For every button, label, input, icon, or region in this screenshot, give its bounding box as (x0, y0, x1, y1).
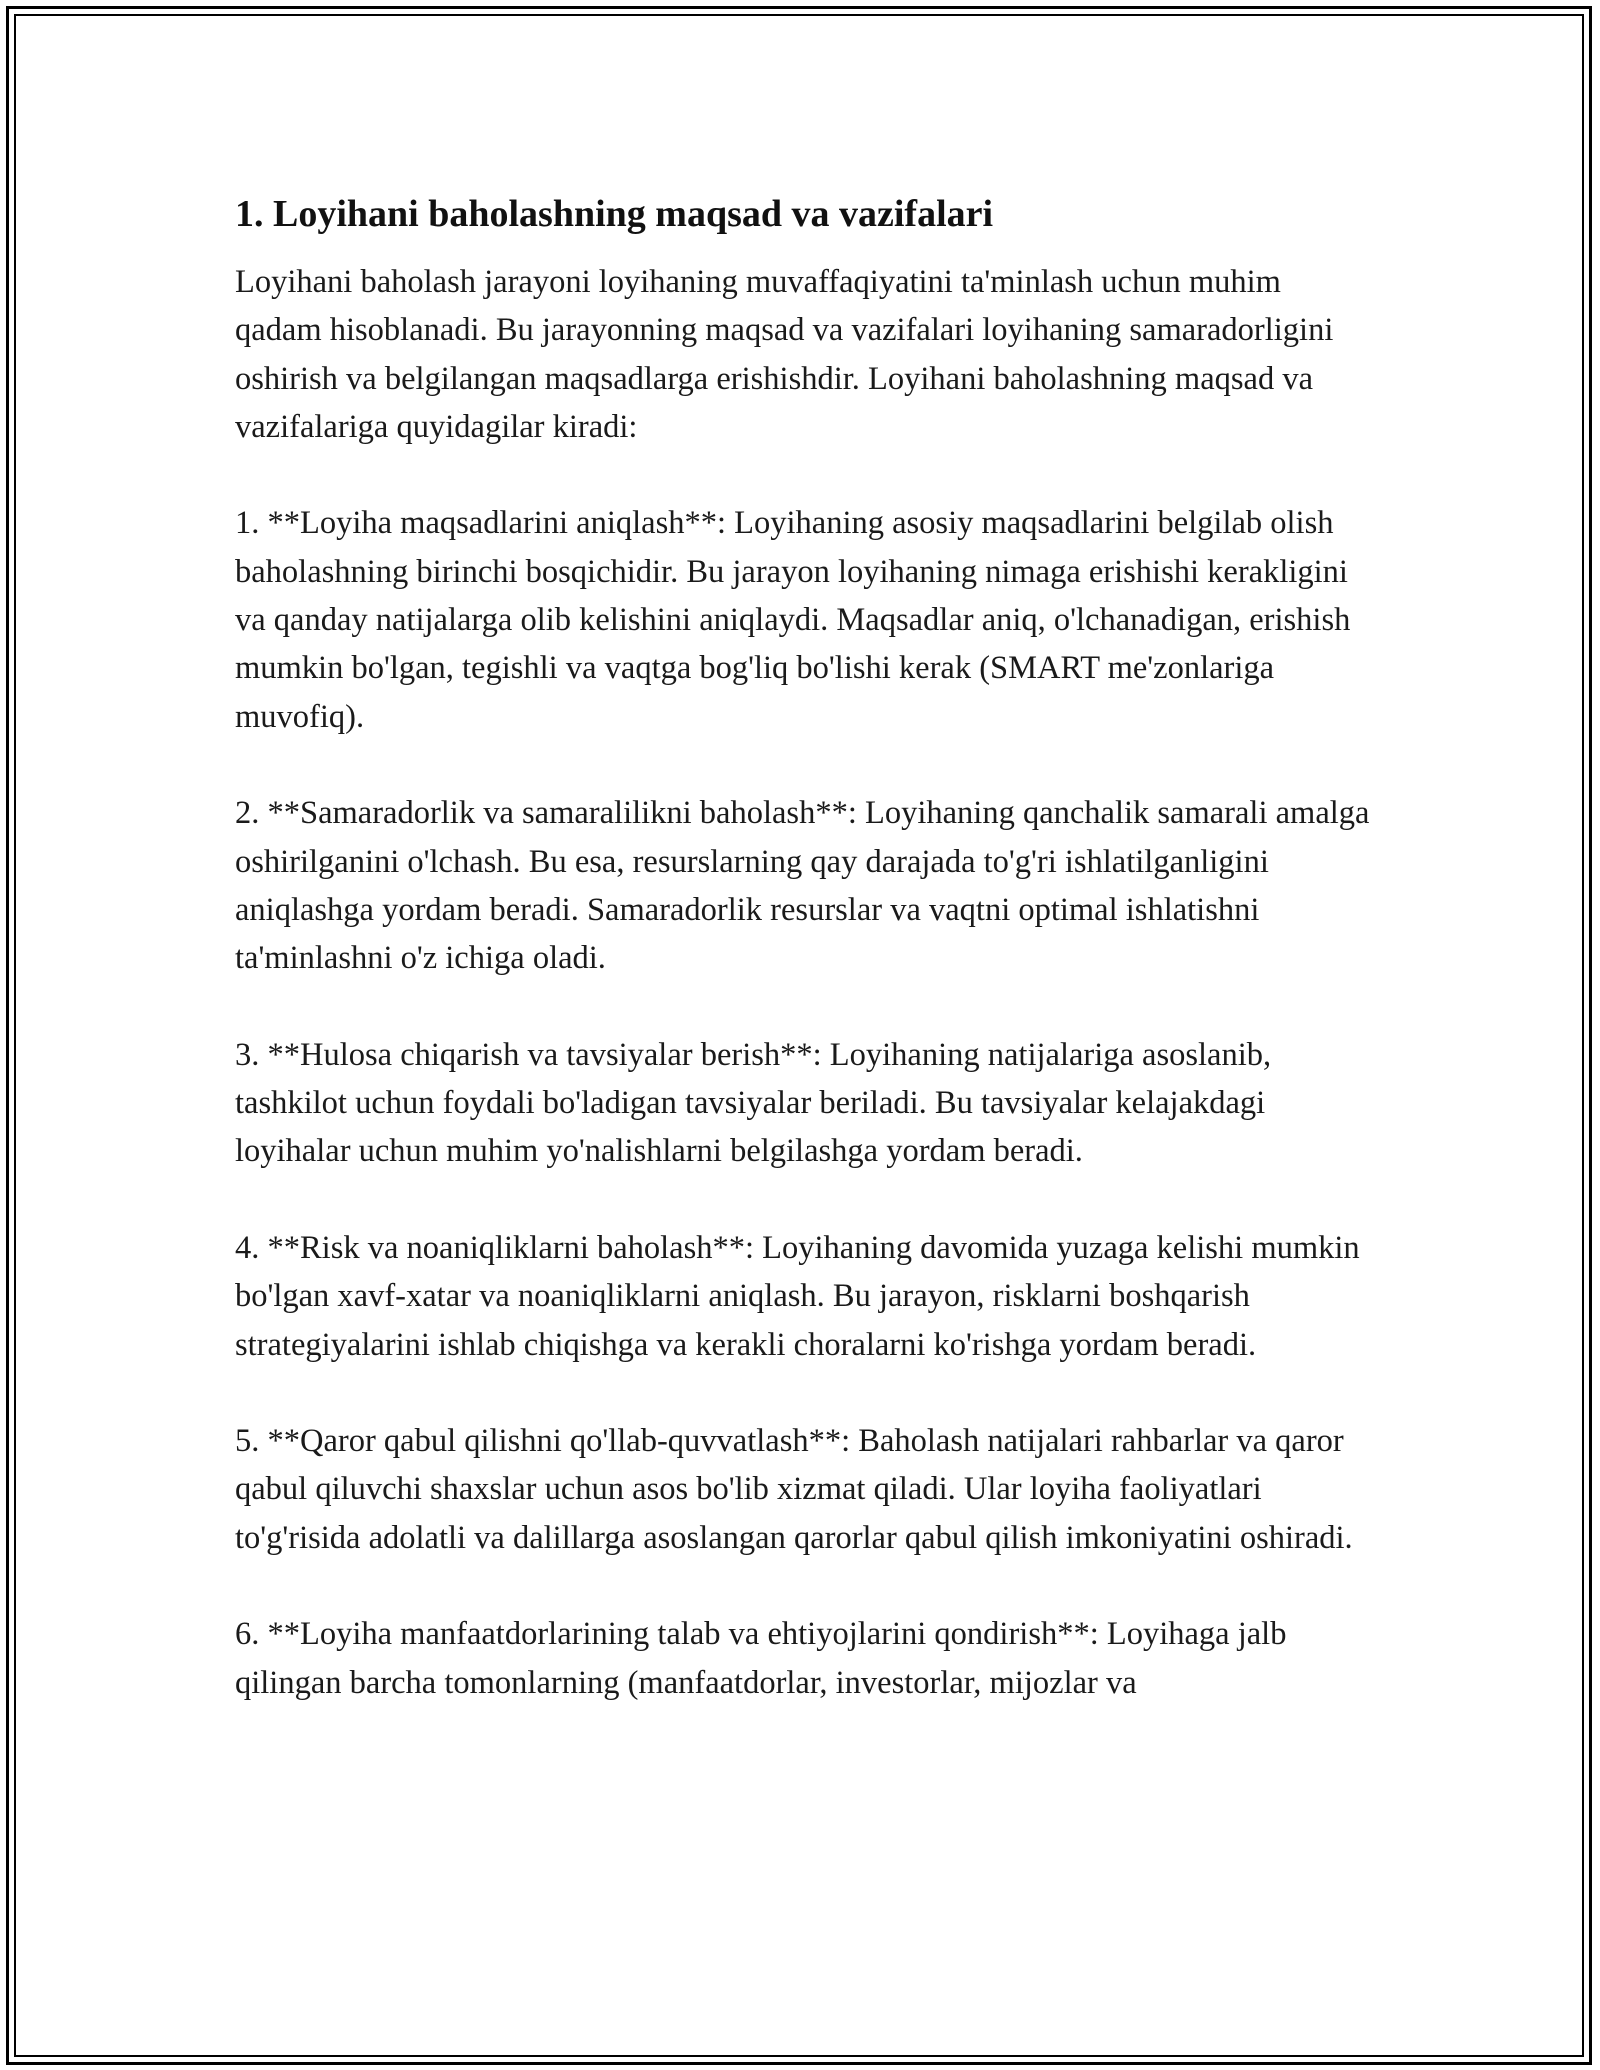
document-body (235, 188, 1370, 1755)
list-item-2: 2. **Samaradorlik va samaralilikni baholash**: Loyihaning qanchalik samarali amalga oshirilganini o'lchash. Bu esa, resurslarning qay darajada to'g'ri ishlatilganligini aniqlashga yordam beradi. Samaradorlik resurslar va vaqtni optimal ishlatishni ta'minlashni o'z ichiga oladi. (235, 795, 1370, 977)
section-heading: 1. Loyihani baholashning maqsad va vazifalari (235, 193, 994, 235)
list-item-3: 3. **Hulosa chiqarish va tavsiyalar berish**: Loyihaning natijalariga asoslanib, tashkilot uchun foydali bo'ladigan tavsiyalar beriladi. Bu tavsiyalar kelajakdagi loyihalar uchun muhim yo'nalishlarni belgilashga yordam beradi. (235, 1036, 1272, 1170)
list-item-4: 4. **Risk va noaniqliklarni baholash**: Loyihaning davomida yuzaga kelishi mumkin bo'lgan xavf-xatar va noaniqliklarni aniqlash. Bu jarayon, risklarni boshqarish strategiyalarini ishlab chiqishga va kerakli choralarni ko'rishga yordam beradi. (235, 1229, 1360, 1363)
list-item-6: 6. **Loyiha manfaatdorlarining talab va ehtiyojlarini qondirish**: Loyihaga jalb qilingan barcha tomonlarning (manfaatdorlar, investorlar, mijozlar va (235, 1616, 1287, 1701)
intro-paragraph: Loyihani baholash jarayoni loyihaning muvaffaqiyatini ta'minlash uchun muhim qadam hisoblanadi. Bu jarayonning maqsad va vazifalari loyihaning samaradorligini oshirish va belgilangan maqsadlarga erishishdir. Loyihani baholashning maqsad va vazifalariga quyidagilar kiradi: (235, 264, 1334, 445)
list-item-1: 1. **Loyiha maqsadlarini aniqlash**: Loyihaning asosiy maqsadlarini belgilab olish baholashning birinchi bosqichidir. Bu jarayon loyihaning nimaga erishishi kerakligini va qanday natijalarga olib kelishini aniqlaydi. Maqsadlar aniq, o'lchanadigan, erishish mumkin bo'lgan, tegishli va vaqtga bog'liq bo'lishi kerak (SMART me'zonlariga muvofiq). (235, 505, 1351, 735)
list-item-5: 5. **Qaror qabul qilishni qo'llab-quvvatlash**: Baholash natijalari rahbarlar va qaror qabul qiluvchi shaxslar uchun asos bo'lib xizmat qiladi. Ular loyiha faoliyatlari to'g'risida adolatli va dalillarga asoslangan qarorlar qabul qilish imkoniyatini oshiradi. (235, 1423, 1353, 1556)
